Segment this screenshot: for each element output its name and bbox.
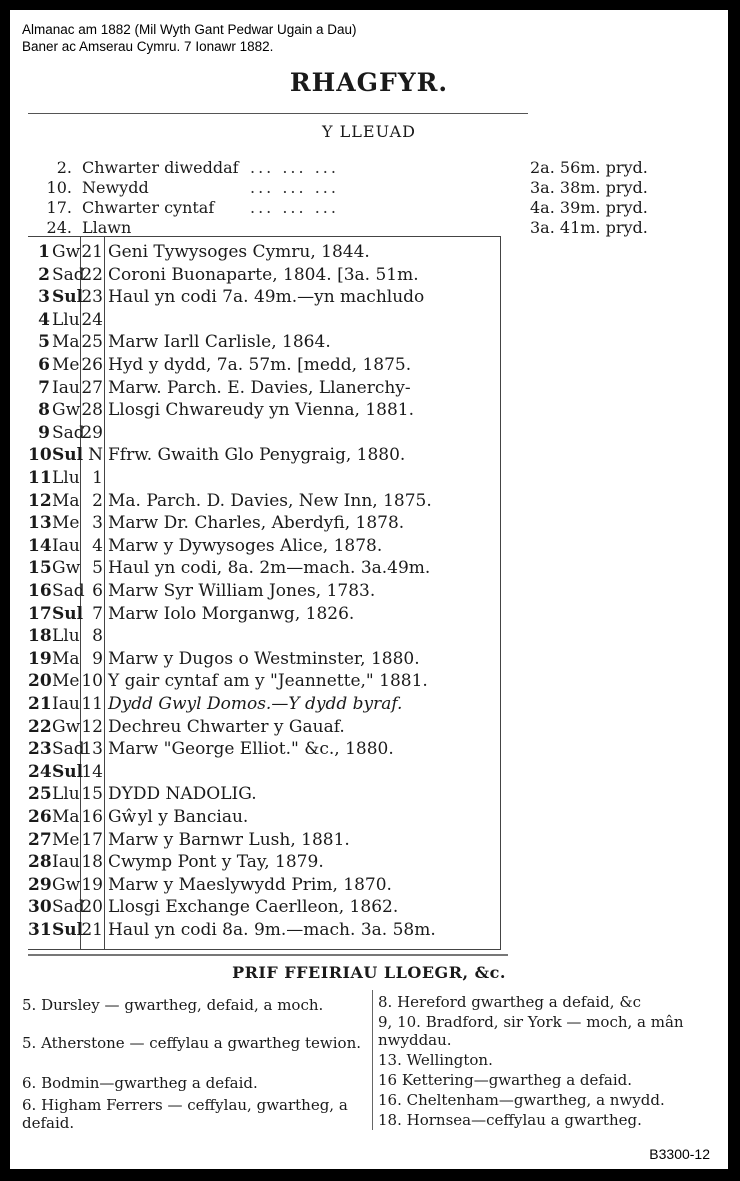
- day-number: 1: [38, 242, 50, 262]
- day-number: 18: [28, 626, 52, 647]
- day-event: Marw "George Elliot." &c., 1880.: [108, 739, 394, 760]
- day-number: 16: [28, 581, 52, 601]
- day-event: Marw Iolo Morganwg, 1826.: [108, 603, 355, 624]
- day-number: 11: [28, 468, 52, 488]
- moon-phase-leader: ... ... ...: [250, 158, 339, 177]
- day-event: Marw Dr. Charles, Aberdyfi, 1878.: [108, 513, 405, 534]
- middle-rule: [28, 954, 508, 956]
- lunar-day: 20: [81, 897, 103, 918]
- fairs-heading: PRIF FFEIRIAU LLOEGR, &c.: [232, 963, 506, 982]
- day-number: 24: [28, 761, 52, 782]
- day-number: 27: [28, 829, 52, 850]
- weekday: Me: [52, 355, 80, 375]
- day-number: 30: [28, 897, 52, 918]
- moon-phase-name: Newydd: [82, 178, 149, 197]
- lunar-day: 24: [81, 309, 103, 330]
- lunar-day: 21: [81, 920, 103, 940]
- day-event: Hyd y dydd, 7a. 57m. [medd, 1875.: [108, 355, 412, 375]
- day-number: 6: [38, 355, 50, 375]
- day-row: [28, 920, 503, 943]
- weekday: Ma: [52, 332, 80, 353]
- fair-entry-left: 5. Atherstone — ceffylau a gwartheg tewion.: [22, 1034, 361, 1052]
- top-rule: [28, 113, 528, 114]
- day-row: [28, 287, 503, 310]
- day-event: Dechreu Chwarter y Gauaf.: [108, 716, 345, 737]
- weekday: Gw: [52, 400, 81, 421]
- day-number: 7: [38, 377, 50, 398]
- day-row: [28, 581, 503, 604]
- day-row: [28, 400, 503, 423]
- lunar-day: 10: [81, 671, 103, 692]
- day-event: Marw Syr William Jones, 1783.: [108, 581, 376, 601]
- moon-phase-row: [10, 198, 728, 218]
- fair-entry-right: 16. Cheltenham—gwartheg, a nwydd.: [378, 1091, 665, 1109]
- day-row: [28, 875, 503, 898]
- weekday: Llu: [52, 468, 80, 488]
- weekday: Sul: [52, 287, 84, 308]
- day-number: 4: [38, 309, 50, 330]
- weekday: Sad: [52, 897, 85, 918]
- day-event: Ffrw. Gwaith Glo Penygraig, 1880.: [108, 445, 406, 466]
- day-row: [28, 558, 503, 581]
- day-number: 8: [38, 400, 50, 421]
- lunar-day: 28: [81, 400, 103, 421]
- lunar-day: 3: [92, 513, 103, 534]
- day-row: [28, 513, 503, 536]
- day-row: [28, 897, 503, 920]
- moon-phase-name: Chwarter cyntaf: [82, 198, 215, 217]
- day-event: Marw. Parch. E. Davies, Llanerchy-: [108, 377, 411, 398]
- day-row: [28, 717, 503, 740]
- day-event: Llosgi Chwareudy yn Vienna, 1881.: [108, 400, 415, 421]
- weekday: Iau: [52, 852, 80, 873]
- weekday: Llu: [52, 309, 80, 330]
- fair-entry-right: 8. Hereford gwartheg a defaid, &c: [378, 993, 642, 1011]
- moon-phase-name: Chwarter diweddaf: [82, 158, 239, 177]
- weekday: Iau: [52, 694, 80, 714]
- lunar-day: 21: [81, 242, 103, 262]
- day-event: Y gair cyntaf am y "Jeannette," 1881.: [108, 671, 428, 692]
- moon-phase-row: [10, 158, 728, 178]
- day-event: Marw y Maeslywydd Prim, 1870.: [108, 874, 392, 895]
- fair-entry-right: 13. Wellington.: [378, 1051, 493, 1069]
- weekday: Sul: [52, 761, 84, 782]
- moon-phase-day: 10.: [46, 178, 72, 197]
- weekday: Gw: [52, 874, 81, 895]
- moon-heading: Y LLEUAD: [322, 122, 416, 141]
- day-number: 19: [28, 648, 52, 669]
- lunar-day: 17: [81, 829, 103, 850]
- lunar-day: 2: [92, 490, 103, 511]
- lunar-day: 19: [81, 874, 103, 895]
- day-row: [28, 423, 503, 446]
- day-number: 31: [28, 920, 52, 940]
- weekday: Me: [52, 671, 80, 692]
- fair-entry-right: 9, 10. Bradford, sir York — moch, a mân nwyddau.: [378, 1013, 684, 1049]
- day-row: [28, 649, 503, 672]
- weekday: Me: [52, 513, 80, 534]
- weekday: Me: [52, 829, 80, 850]
- moon-phase-leader: ... ... ...: [250, 178, 339, 197]
- moon-phase-day: 17.: [46, 198, 72, 217]
- weekday: Llu: [52, 626, 80, 647]
- day-row: [28, 332, 503, 355]
- fairs-column-divider: [372, 990, 373, 1130]
- weekday: Gw: [52, 716, 81, 737]
- weekday: Ma: [52, 807, 80, 827]
- day-number: 22: [28, 716, 52, 737]
- day-event: Haul yn codi, 8a. 2m—mach. 3a.49m.: [108, 558, 431, 579]
- day-number: 21: [28, 694, 52, 714]
- lunar-day: 4: [92, 535, 103, 556]
- day-number: 23: [28, 739, 52, 760]
- day-row: [28, 378, 503, 401]
- day-event: Marw y Dywysoges Alice, 1878.: [108, 535, 383, 556]
- day-number: 29: [28, 874, 52, 895]
- day-row: [28, 445, 503, 468]
- weekday: Sad: [52, 422, 85, 443]
- month-title: RHAGFYR.: [289, 68, 449, 97]
- weekday: Sul: [52, 445, 84, 466]
- weekday: Ma: [52, 648, 80, 669]
- moon-phase-row: [10, 178, 728, 198]
- day-event: Gŵyl y Banciau.: [108, 807, 249, 827]
- day-number: 17: [28, 603, 52, 624]
- day-row: [28, 807, 503, 830]
- weekday: Sul: [52, 920, 84, 940]
- weekday: Gw: [52, 242, 81, 262]
- weekday: Sad: [52, 264, 85, 285]
- lunar-day: 22: [81, 264, 103, 285]
- day-event: Marw y Dugos o Westminster, 1880.: [108, 648, 420, 669]
- weekday: Gw: [52, 558, 81, 579]
- lunar-day: 25: [81, 332, 103, 353]
- day-row: [28, 468, 503, 491]
- weekday: Sad: [52, 739, 85, 760]
- reference-code: B3300-12: [649, 1146, 710, 1162]
- moon-phase-time: 2a. 56m. pryd.: [530, 158, 648, 177]
- day-event: Ma. Parch. D. Davies, New Inn, 1875.: [108, 490, 432, 511]
- day-row: [28, 762, 503, 785]
- day-number: 28: [28, 852, 52, 873]
- day-row: [28, 671, 503, 694]
- lunar-day: 1: [92, 468, 103, 488]
- moon-phase-leader: ... ... ...: [250, 198, 339, 217]
- lunar-day: 9: [92, 648, 103, 669]
- day-event: Llosgi Exchange Caerlleon, 1862.: [108, 897, 399, 918]
- day-row: [28, 491, 503, 514]
- day-number: 25: [28, 784, 52, 805]
- weekday: Iau: [52, 535, 80, 556]
- day-event: Dydd Gwyl Domos.—Y dydd byraf.: [108, 694, 403, 714]
- moon-phase-time: 3a. 41m. pryd.: [530, 218, 648, 237]
- day-row: [28, 536, 503, 559]
- day-number: 20: [28, 671, 52, 692]
- lunar-day: 23: [81, 287, 103, 308]
- lunar-day: N: [88, 445, 103, 466]
- lunar-day: 29: [81, 422, 103, 443]
- lunar-day: 13: [81, 739, 103, 760]
- weekday: Ma: [52, 490, 80, 511]
- lunar-day: 11: [81, 694, 103, 714]
- day-row: [28, 852, 503, 875]
- day-event: Cwymp Pont y Tay, 1879.: [108, 852, 324, 873]
- weekday: Llu: [52, 784, 80, 805]
- lunar-day: 14: [81, 761, 103, 782]
- weekday: Sul: [52, 603, 84, 624]
- day-row: [28, 830, 503, 853]
- lunar-day: 18: [81, 852, 103, 873]
- day-row: [28, 310, 503, 333]
- day-number: 15: [28, 558, 52, 579]
- day-row: [28, 626, 503, 649]
- fair-entry-left: 6. Bodmin—gwartheg a defaid.: [22, 1074, 258, 1092]
- fair-entry-right: 16 Kettering—gwartheg a defaid.: [378, 1071, 633, 1089]
- caption-line-2: Baner ac Amserau Cymru. 7 Ionawr 1882.: [22, 39, 274, 54]
- day-event: Marw y Barnwr Lush, 1881.: [108, 829, 350, 850]
- day-number: 3: [38, 287, 50, 308]
- day-number: 10: [28, 445, 52, 466]
- lunar-day: 12: [81, 716, 103, 737]
- almanac-page: [10, 10, 728, 1169]
- moon-phase-name: Llawn: [82, 218, 132, 237]
- lunar-day: 5: [92, 558, 103, 579]
- day-number: 5: [38, 332, 50, 353]
- weekday: Sad: [52, 581, 85, 601]
- caption-line-1: Almanac am 1882 (Mil Wyth Gant Pedwar Ugain a Dau): [22, 22, 357, 37]
- day-event: DYDD NADOLIG.: [108, 784, 257, 805]
- day-event: Haul yn codi 8a. 9m.—mach. 3a. 58m.: [108, 920, 436, 940]
- day-row: [28, 739, 503, 762]
- day-number: 9: [38, 422, 50, 443]
- weekday: Iau: [52, 377, 80, 398]
- lunar-day: 7: [92, 603, 103, 624]
- day-number: 2: [38, 264, 50, 285]
- lunar-day: 27: [81, 377, 103, 398]
- day-event: Coroni Buonaparte, 1804. [3a. 51m.: [108, 264, 419, 285]
- lunar-day: 8: [92, 626, 103, 647]
- day-row: [28, 784, 503, 807]
- day-row: [28, 265, 503, 288]
- day-number: 26: [28, 807, 52, 827]
- moon-phase-row: [10, 218, 728, 238]
- fair-entry-right: 18. Hornsea—ceffylau a gwartheg.: [378, 1111, 642, 1129]
- moon-phase-day: 2.: [56, 158, 72, 177]
- day-row: [28, 604, 503, 627]
- moon-phase-time: 3a. 38m. pryd.: [530, 178, 648, 197]
- day-event: Marw Iarll Carlisle, 1864.: [108, 332, 331, 353]
- day-number: 13: [28, 513, 52, 534]
- day-number: 12: [28, 490, 52, 511]
- lunar-day: 15: [81, 784, 103, 805]
- fair-entry-left: 6. Higham Ferrers — ceffylau, gwartheg, a defaid.: [22, 1096, 348, 1132]
- lunar-day: 16: [81, 807, 103, 827]
- day-event: Geni Tywysoges Cymru, 1844.: [108, 242, 370, 262]
- lunar-day: 26: [81, 355, 103, 375]
- moon-phase-day: 24.: [46, 218, 72, 237]
- day-number: 14: [28, 535, 52, 556]
- lunar-day: 6: [92, 581, 103, 601]
- fair-entry-left: 5. Dursley — gwartheg, defaid, a moch.: [22, 996, 324, 1014]
- moon-phase-time: 4a. 39m. pryd.: [530, 198, 648, 217]
- day-row: [28, 355, 503, 378]
- day-row: [28, 242, 503, 265]
- day-event: Haul yn codi 7a. 49m.—yn machludo: [108, 287, 425, 308]
- day-row: [28, 694, 503, 717]
